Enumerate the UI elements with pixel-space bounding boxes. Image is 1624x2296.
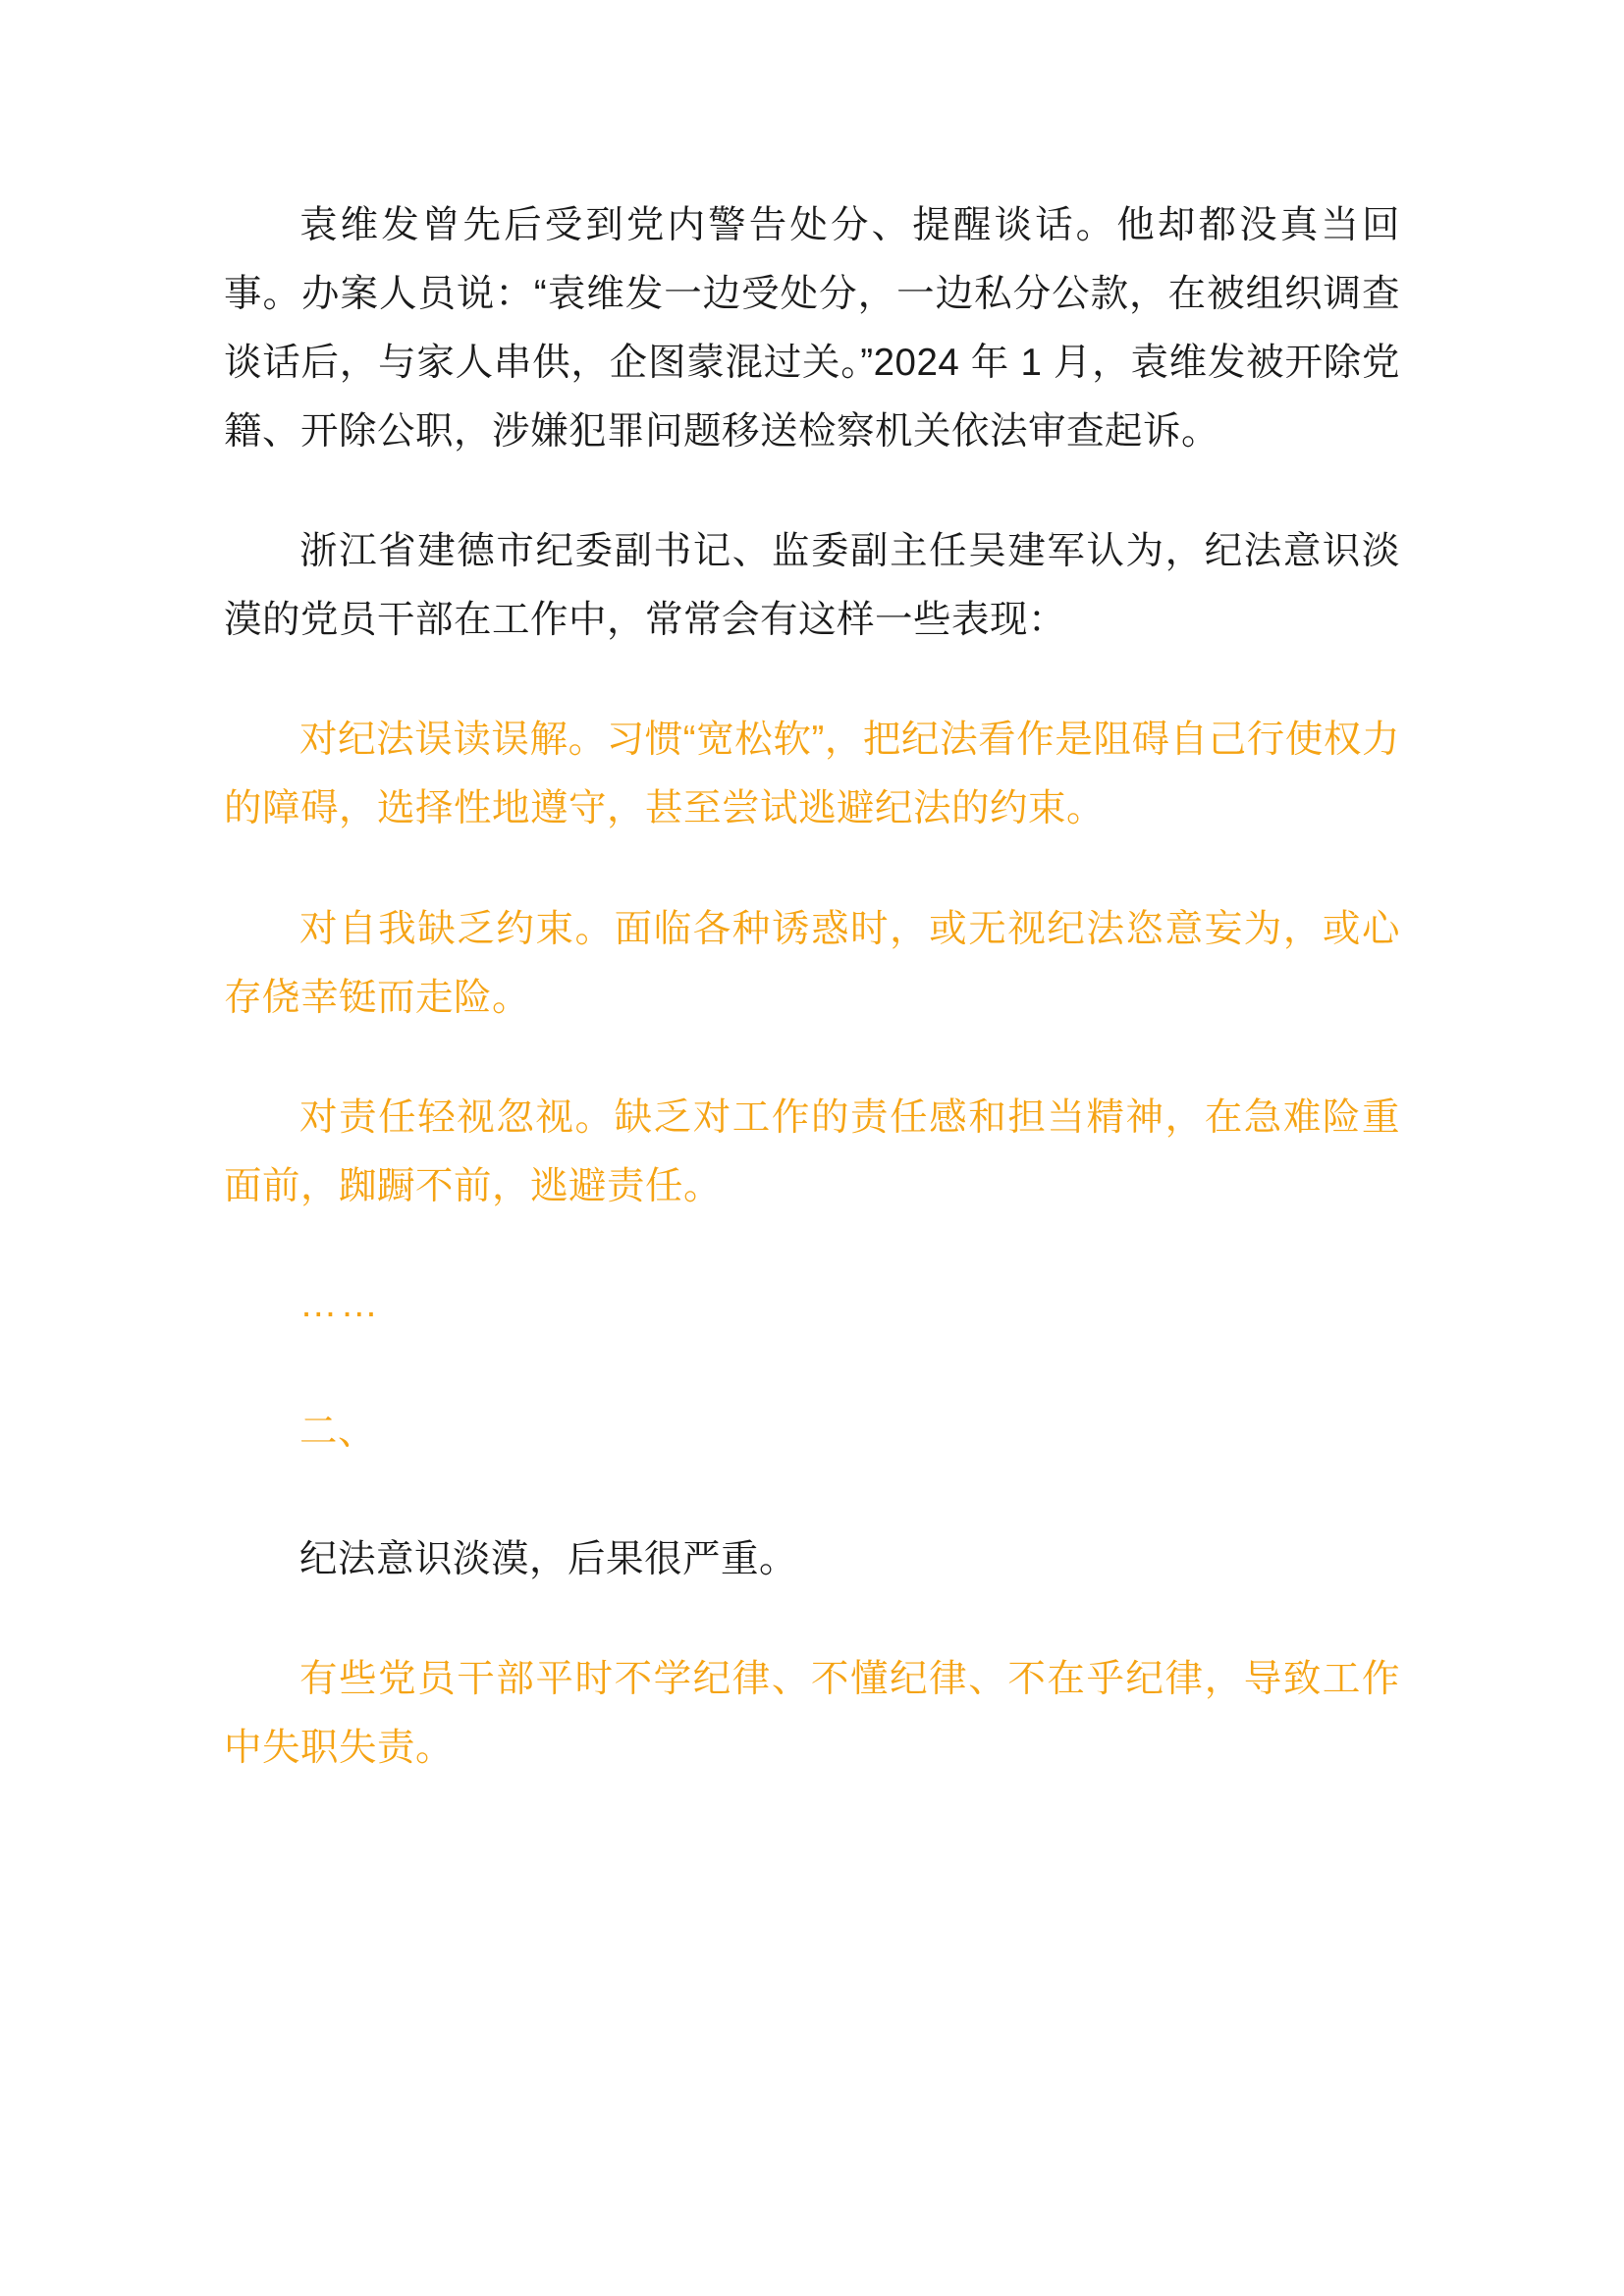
document-body (224, 191, 1400, 1783)
paragraph-serious-consequences: 纪法意识淡漠，后果很严重。 (299, 1537, 798, 1580)
paragraph-neglect-responsibility: 对责任轻视忽视。缺乏对工作的责任感和担当精神，在急难险重面前，踟蹰不前，逃避责任。 (224, 1095, 1400, 1207)
paragraph-wujianjun-view: 浙江省建德市纪委副书记、监委副主任吴建军认为，纪法意识淡漠的党员干部在工作中，常常会有这样一些表现： (224, 530, 1400, 642)
paragraph-lack-self-restraint: 对自我缺乏约束。面临各种诱惑时，或无视纪法恣意妄为，或心存侥幸铤而走险。 (224, 907, 1400, 1019)
paragraph-yuanweifa-punishment: 袁维发曾先后受到党内警告处分、提醒谈话。他却都没真当回事。办案人员说：“袁维发一边受处分，一边私分公款，在被组织调查谈话后，与家人串供，企图蒙混过关。”2024 年 1 月，袁维发被开除党籍、开除公职，涉嫌犯罪问题移送检察机关依法审查起诉。 (224, 204, 1400, 454)
paragraph-dereliction-of-duty: 有些党员干部平时不学纪律、不懂纪律、不在乎纪律，导致工作中失职失责。 (224, 1657, 1400, 1769)
paragraph-misreading-discipline: 对纪法误读误解。习惯“宽松软”，把纪法看作是阻碍自己行使权力的障碍，选择性地遵守，甚至尝试逃避纪法的约束。 (224, 719, 1400, 830)
section-heading-two: 二、 (299, 1410, 377, 1453)
paragraph-ellipsis: …… (299, 1282, 381, 1325)
